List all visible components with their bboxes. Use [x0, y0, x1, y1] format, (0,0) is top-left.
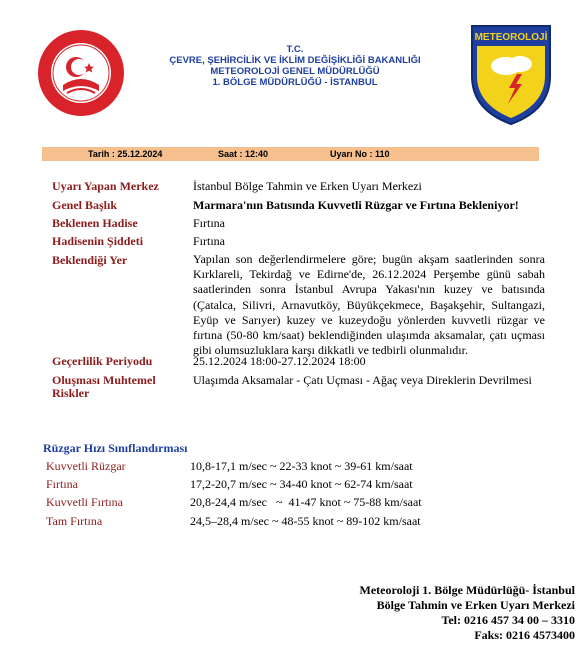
footer-office: Meteoroloji 1. Bölge Müdürlüğü- İstanbul — [359, 583, 575, 597]
footer-fax: Faks: 0216 4573400 — [474, 628, 575, 642]
wind-row-label: Fırtına — [46, 477, 78, 491]
wind-row-label: Kuvvetli Fırtına — [46, 495, 123, 509]
expected-place-value: Yapılan son değerlendirmelere göre; bugün akşam saatlerinden sonra Kırklareli, Tekirdağ ve Edirne'de, 26.12.2024 Perşembe günü sabah saatlerinden sonra İstanbul Avrupa Yakası'nın kuzey ve batısında (Çatalca, Silivri, Arnavutköy, Büyükçekmece, Başakşehir, Sultangazi, Eyüp ve Sarıyer) kuzey ve kuzeydoğu yönlerden kuvvetli rüzgar ve fırtına (50-80 km/saat) beklendiğinden ulaşımda aksamalar, çatı uçması gibi olumsuzluklara karşı dikkatli ve tedbirli olunmalıdır. — [193, 252, 545, 358]
expected-event-value: Fırtına — [193, 216, 225, 230]
footer-center: Bölge Tahmin ve Erken Uyarı Merkezi — [376, 598, 575, 612]
wind-row-value: 10,8-17,1 m/sec ~ 22-33 knot ~ 39-61 km/saat — [190, 459, 413, 473]
general-title-value: Marmara'nın Batısında Kuvvetli Rüzgar ve Fırtına Bekleniyor! — [193, 198, 519, 212]
general-title-label: Genel Başlık — [52, 198, 118, 212]
logo-text: METEOROLOJİ — [474, 32, 548, 43]
header-line-1: T.C. — [286, 44, 304, 55]
event-severity-value: Fırtına — [193, 234, 225, 248]
expected-event-label: Beklenen Hadise — [52, 216, 138, 230]
wind-row-value: 20,8-24,4 m/sec ~ 41-47 knot ~ 75-88 km/saat — [190, 495, 422, 509]
issuing-center-label: Uyarı Yapan Merkez — [52, 179, 159, 193]
alert-number: Uyarı No : 110 — [330, 149, 390, 159]
alert-info-bar — [42, 147, 539, 161]
alert-date: Tarih : 25.12.2024 — [88, 149, 163, 159]
contact-footer — [360, 583, 575, 643]
wind-row-label: Tam Fırtına — [46, 514, 103, 528]
header-line-4: 1. BÖLGE MÜDÜRLÜĞÜ - İSTANBUL — [212, 77, 378, 88]
issuing-center-value: İstanbul Bölge Tahmin ve Erken Uyarı Merkezi — [193, 179, 422, 193]
validity-period-label: Geçerlilik Periyodu — [52, 354, 153, 368]
header-line-2: ÇEVRE, ŞEHİRCİLİK VE İKLİM DEĞİŞİKLİĞİ BAKANLIĞI — [169, 55, 421, 66]
wind-row-value: 17,2-20,7 m/sec ~ 34-40 knot ~ 62-74 km/saat — [190, 477, 413, 491]
footer-phone: Tel: 0216 457 34 00 – 3310 — [441, 613, 575, 627]
possible-risks-value: Ulaşımda Aksamalar - Çatı Uçması - Ağaç veya Direklerin Devrilmesi — [193, 373, 532, 387]
header-line-3: METEOROLOJİ GENEL MÜDÜRLÜĞÜ — [210, 66, 380, 77]
ministry-seal-logo — [37, 29, 125, 117]
expected-place-label: Beklendiği Yer — [52, 253, 128, 267]
organization-header — [150, 44, 440, 88]
event-severity-label: Hadisenin Şiddeti — [52, 234, 144, 248]
possible-risks-label-line-1: Oluşması Muhtemel — [52, 373, 156, 387]
wind-classification-title: Rüzgar Hızı Sınıflandırması — [43, 441, 188, 455]
alert-time: Saat : 12:40 — [218, 149, 269, 159]
wind-row-label: Kuvvetli Rüzgar — [46, 459, 126, 473]
meteoroloji-logo — [470, 24, 552, 126]
wind-row-value: 24,5–28,4 m/sec ~ 48-55 knot ~ 89-102 km/saat — [190, 514, 421, 528]
possible-risks-label-line-2: Riskler — [52, 386, 90, 400]
validity-period-value: 25.12.2024 18:00-27.12.2024 18:00 — [193, 354, 366, 368]
